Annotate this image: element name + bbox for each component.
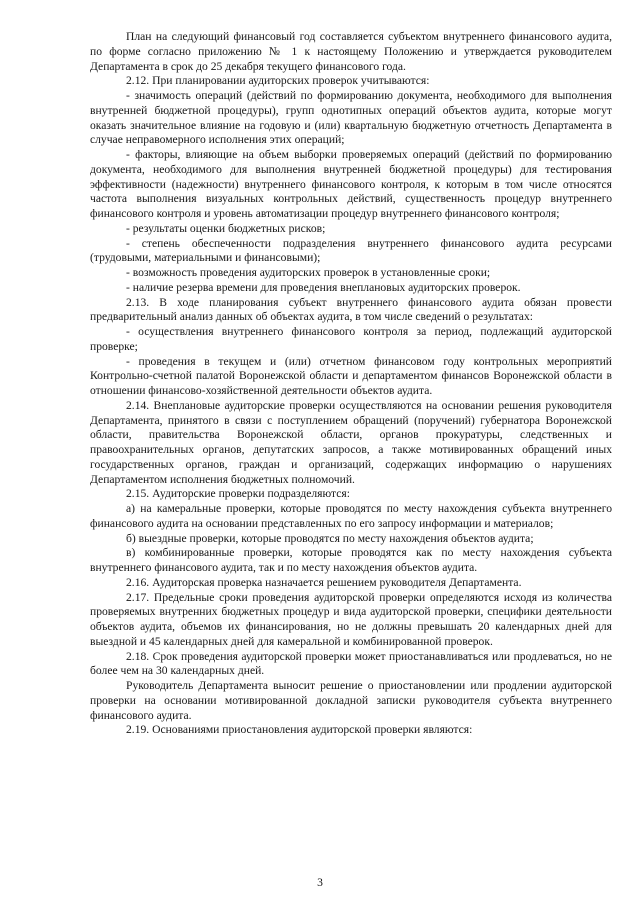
list-item-control-events: - проведения в текущем и (или) отчетном финансовом году контрольных мероприятий Контрольно-счетной палатой Воронежской области и департаментом финансов Воронежской области в отношении финансово-хозяйственной деятельности объектов аудита. [90,354,612,397]
paragraph-2-15: 2.15. Аудиторские проверки подразделяются: [126,487,350,501]
paragraph-2-18: 2.18. Срок проведения аудиторской проверки может приостанавливаться или продлеваться, но не более чем на 30 календарных дней. [90,649,612,678]
paragraph-2-12: 2.12. При планировании аудиторских проверок учитываются: [126,74,430,88]
paragraph-2-16: 2.16. Аудиторская проверка назначается решением руководителя Департамента. [126,575,522,589]
list-item-risk-results: - результаты оценки бюджетных рисков; [126,221,326,235]
paragraph-plan-approval: План на следующий финансовый год составляется субъектом внутреннего финансового аудита, по форме согласно приложению № 1 к настоящему Положению и утверждается руководителем Департамента в срок до 25 декабря текущего финансового года. [90,30,612,73]
paragraph-2-17: 2.17. Предельные сроки проведения аудиторской проверки определяются исходя из количества проверяемых внутренних бюджетных процедур и вида аудиторской проверки, специфики деятельности объектов аудита, объемов их финансирования, но не должны превышать 20 календарных дней для выездной и 45 календарных дней для камеральной и комбинированной проверок. [90,590,612,648]
list-item-deadlines: - возможность проведения аудиторских проверок в установленные сроки; [126,266,491,279]
paragraph-2-19: 2.19. Основаниями приостановления аудиторской проверки являются: [126,723,473,737]
paragraph-2-14: 2.14. Внеплановые аудиторские проверки осуществляются на основании решения руководителя Департамента, принятого в связи с поступлением обращений (поручений) губернатора Воронежской области, правительства Воронежской области, органов прокуратуры, следственных и правоохранительных органов, депутатских запросов, а также мотивированных обращений иных государственных органов, граждан и организаций, содержащих информацию о нарушениях Департаментом исполнения бюджетных полномочий. [90,398,612,486]
list-item-cameral: а) на камеральные проверки, которые проводятся по месту нахождения субъекта внутреннего финансового аудита на основании представленных по его запросу информации и материалов; [90,502,612,530]
list-item-time-reserve: - наличие резерва времени для проведения внеплановых аудиторских проверок. [126,280,521,294]
list-item-field: б) выездные проверки, которые проводятся по месту нахождения объектов аудита; [126,531,534,545]
list-item-resources: - степень обеспеченности подразделения внутреннего финансового аудита ресурсами (трудовыми, материальными и финансовыми); [90,236,612,265]
list-item-significance: - значимость операций (действий по формированию документа, необходимого для выполнения внутренней бюджетной процедуры), групп однотипных операций объектов аудита, которые могут оказать значительное влияние на годовую и (или) квартальную бюджетную отчетность Департамента в случае неправомерного исполнения этих операций; [90,89,612,147]
document-body [90,30,612,738]
list-item-factors: - факторы, влияющие на объем выборки проверяемых операций (действий по формированию документа, необходимого для выполнения внутренней бюджетной процедуры) для тестирования эффективности (надежности) внутреннего финансового контроля, к которым в том числе относятся частота выполнения визуальных контрольных действий, существенность процедур внутреннего финансового контроля и уровень автоматизации процедур внутреннего финансового контроля; [90,148,612,220]
paragraph-2-13: 2.13. В ходе планирования субъект внутреннего финансового аудита обязан провести предварительный анализ данных об объектах аудита, в том числе сведений о результатах: [90,295,612,324]
paragraph-suspension-decision: Руководитель Департамента выносит решение о приостановлении или продлении аудиторской проверки на основании мотивированной докладной записки руководителя субъекта внутреннего финансового аудита. [90,679,612,722]
list-item-internal-control: - осуществления внутреннего финансового контроля за период, подлежащий аудиторской проверке; [90,325,612,353]
list-item-combined: в) комбинированные проверки, которые проводятся как по месту нахождения субъекта внутреннего финансового аудита, так и по месту нахождения объектов аудита. [90,546,612,574]
page-number: 3 [317,876,323,889]
